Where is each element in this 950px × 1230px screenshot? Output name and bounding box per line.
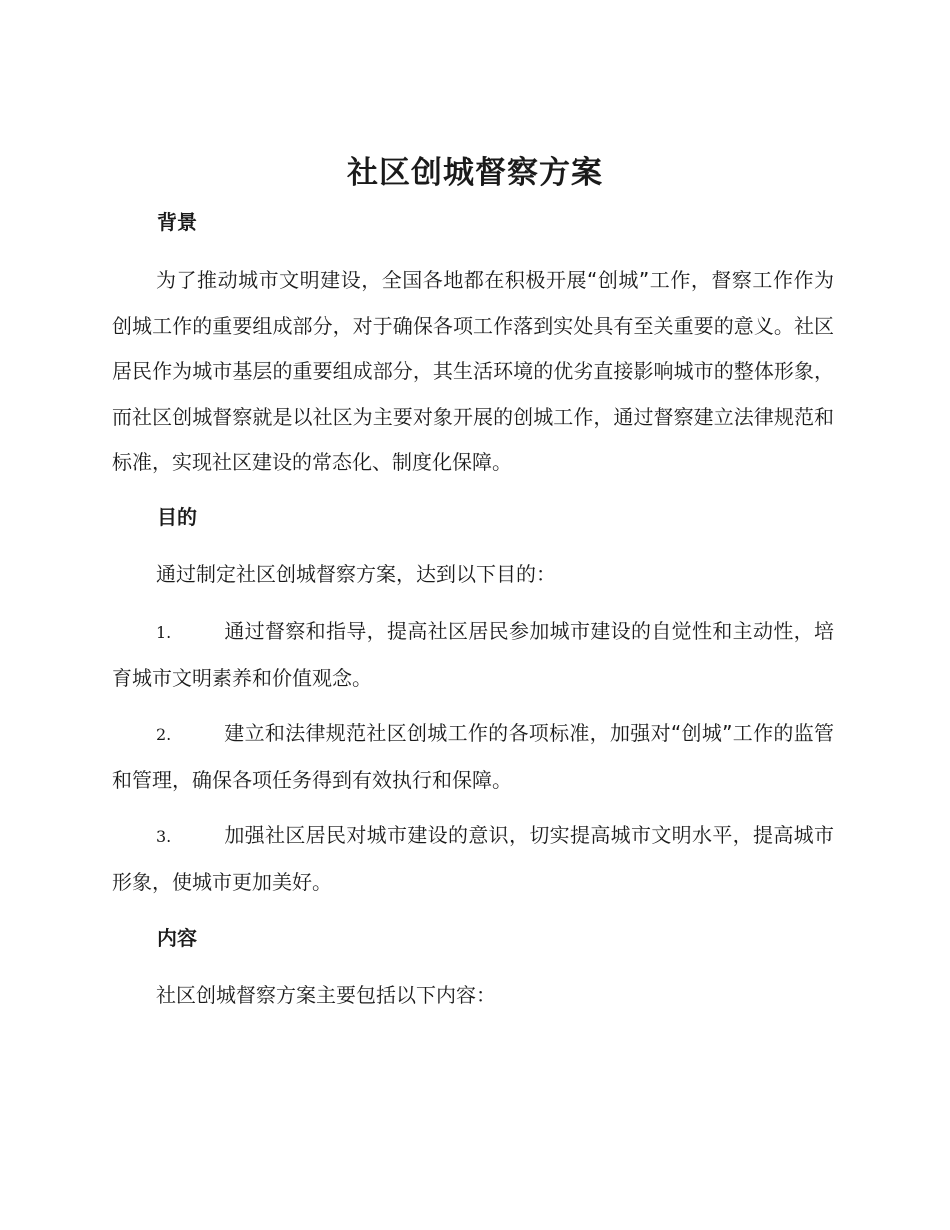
section-heading-background: 背景 [157,210,197,234]
list-item-number: 3. [156,827,172,846]
list-item-text: 通过督察和指导，提高社区居民参加城市建设的自觉性和主动性，培育城市文明素养和价值观念。 [112,619,834,690]
list-item-text: 建立和法律规范社区创城工作的各项标准，加强对“创城”工作的监管和管理，确保各项任务得到有效执行和保障。 [112,721,834,792]
list-item-number: 1. [156,623,172,642]
purpose-intro-paragraph: 通过制定社区创城督察方案，达到以下目的： [156,562,556,586]
background-paragraph: 为了推动城市文明建设，全国各地都在积极开展“创城”工作，督察工作作为创城工作的重要组成部分，对于确保各项工作落到实处具有至关重要的意义。社区居民作为城市基层的重要组成部分，其生活环境的优劣直接影响城市的整体形象，而社区创城督察就是以社区为主要对象开展的创城工作，通过督察建立法律规范和标准，实现社区建设的常态化、制度化保障。 [112,268,834,474]
list-item [112,813,834,905]
list-item-text: 加强社区居民对城市建设的意识，切实提高城市文明水平，提高城市形象，使城市更加美好。 [112,823,834,894]
content-intro-paragraph: 社区创城督察方案主要包括以下内容： [156,983,496,1007]
section-heading-purpose: 目的 [157,505,197,529]
list-item [112,609,834,701]
list-item [112,711,834,803]
section-heading-content: 内容 [157,926,197,950]
list-item-number: 2. [156,725,172,744]
page-title: 社区创城督察方案 [347,155,603,191]
